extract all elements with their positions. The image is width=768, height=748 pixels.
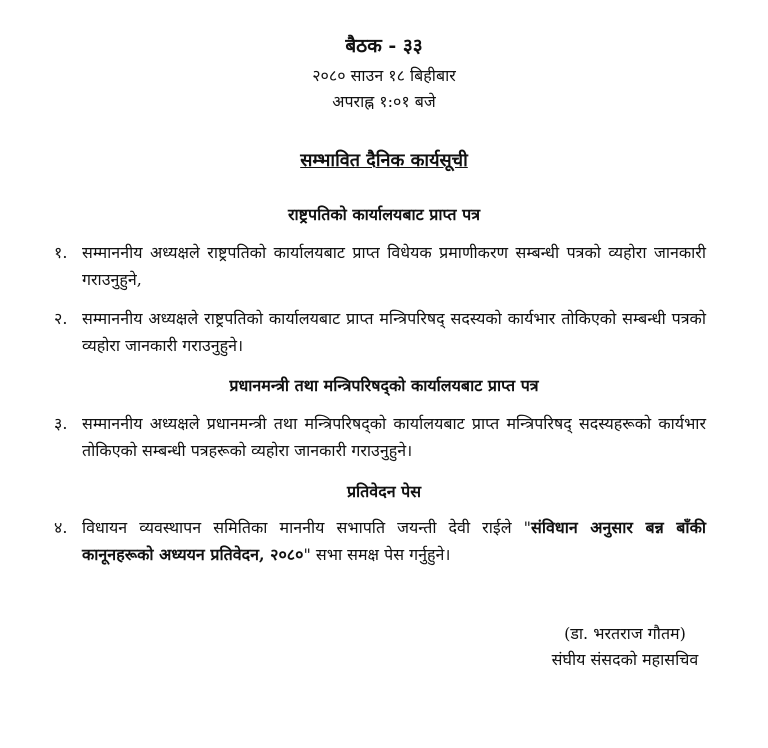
agenda-item-2 [54,305,706,359]
item-number: २. [54,309,68,328]
item-number: ४. [54,518,68,537]
item-text [82,514,706,568]
meeting-title: बैठक - ३३ [345,35,423,57]
item-text: सम्माननीय अध्यक्षले प्रधानमन्त्री तथा मन्त्रिपरिषद्को कार्यालयबाट प्राप्त मन्त्रिपरिषद् सदस्यहरूको कार्यभार तोकिएको सम्बन्धी पत्रहरूको व्यहोरा जानकारी गराउनुहुने। [82,414,706,460]
item-text-before: विधायन व्यवस्थापन समितिका माननीय सभापति जयन्ती देवी राईले " [82,518,532,537]
signatory-name: (डा. भरतराज गौतम) [564,624,686,643]
agenda-title: सम्भावित दैनिक कार्यसूची [300,150,468,171]
section-heading-president-office: राष्ट्रपतिको कार्यालयबाट प्राप्त पत्र [287,205,481,224]
item-text: सम्माननीय अध्यक्षले राष्ट्रपतिको कार्यालयबाट प्राप्त मन्त्रिपरिषद् सदस्यको कार्यभार तोकिएको सम्बन्धी पत्रको व्यहोरा जानकारी गराउनुहुने। [82,309,706,355]
report-title: संविधान अनुसार बन्न बाँकी कानूनहरूको अध्ययन प्रतिवेदन, २०८० [82,518,706,564]
agenda-item-4 [54,514,706,568]
section-heading-pm-office: प्रधानमन्त्री तथा मन्त्रिपरिषद्को कार्यालयबाट प्राप्त पत्र [229,376,539,395]
item-number: १. [54,243,68,262]
agenda-item-1 [54,239,706,293]
agenda-item-3 [54,410,706,464]
meeting-time: अपराह्न १:०१ बजे [332,92,436,111]
item-number: ३. [54,414,68,433]
meeting-date: २०८० साउन १८ बिहीबार [312,66,456,85]
signatory-designation: संघीय संसदको महासचिव [551,650,699,669]
section-heading-report: प्रतिवेदन पेस [346,482,422,501]
item-text-after: " सभा समक्ष पेस गर्नुहुने। [303,545,451,564]
item-text: सम्माननीय अध्यक्षले राष्ट्रपतिको कार्यालयबाट प्राप्त विधेयक प्रमाणीकरण सम्बन्धी पत्रको व्यहोरा जानकारी गराउनुहुने, [82,243,706,289]
